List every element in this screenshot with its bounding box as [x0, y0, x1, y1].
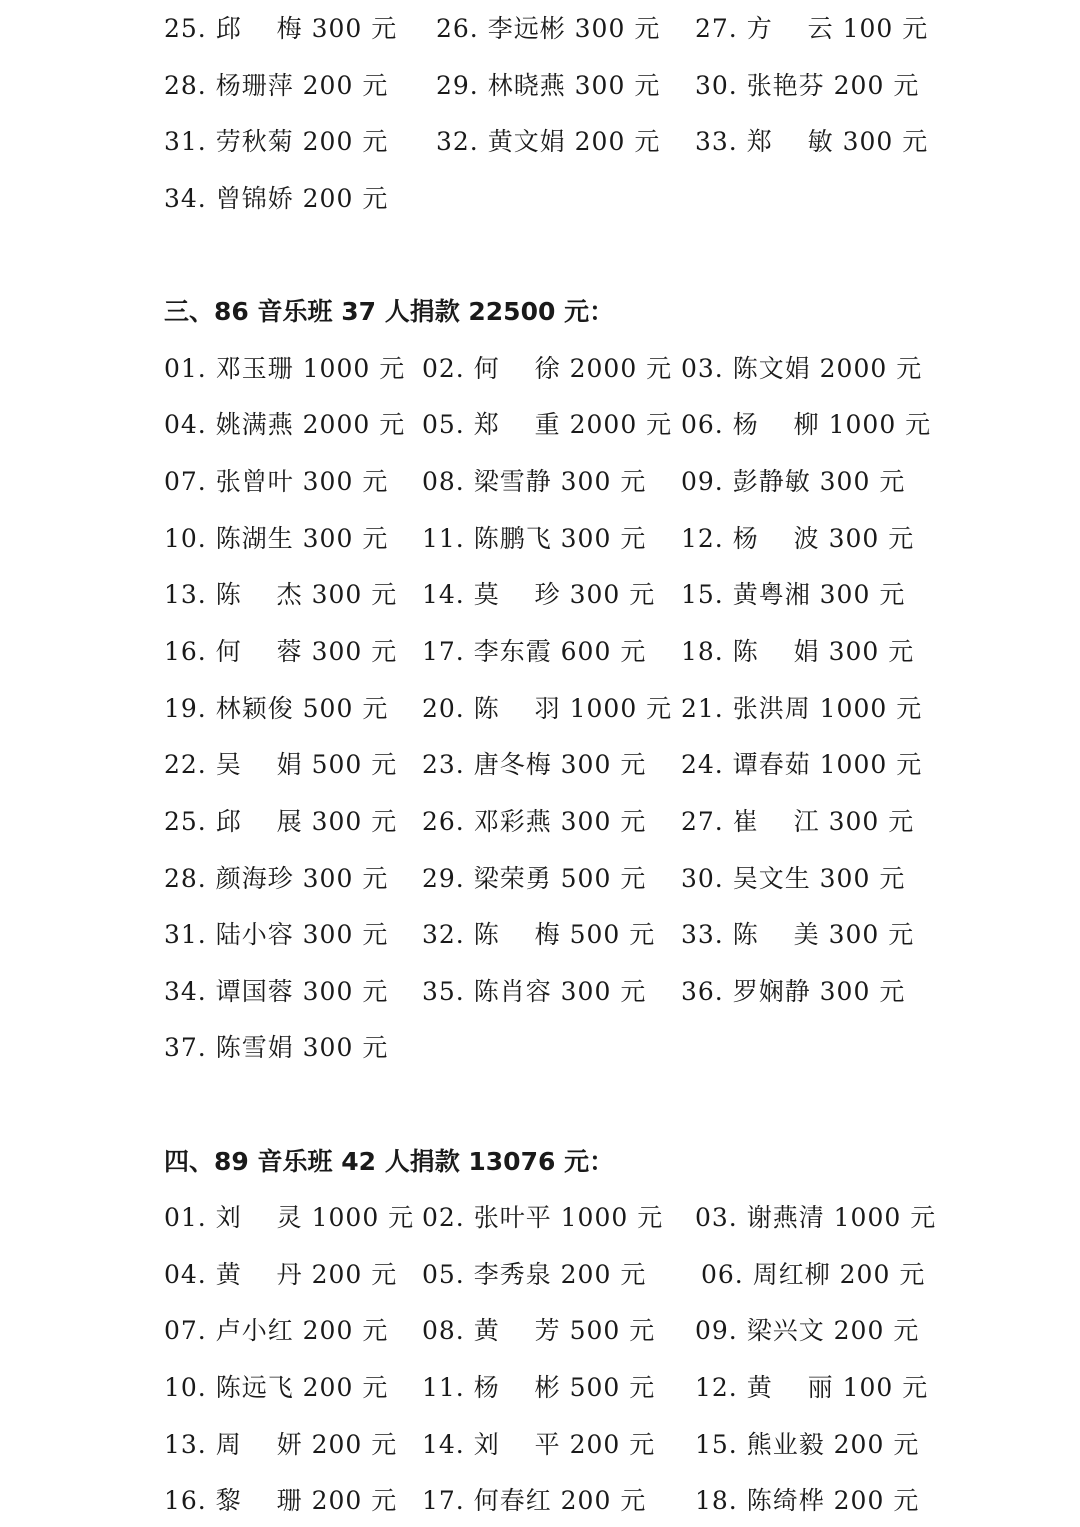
- donor-row: [0, 632, 1080, 672]
- donor-entry: 28. 颜海珍 300 元: [164, 864, 389, 893]
- donor-row: [0, 745, 1080, 785]
- donor-entry: 05. 郑 重 2000 元: [422, 410, 673, 439]
- donor-row: [0, 9, 1080, 49]
- donor-entry: 33. 陈 美 300 元: [681, 920, 915, 949]
- donor-entry: 37. 陈雪娟 300 元: [164, 1033, 389, 1062]
- donor-row: [0, 1481, 1080, 1521]
- donor-entry: 28. 杨珊萍 200 元: [164, 71, 389, 100]
- section-heading: 三、86 音乐班 37 人捐款 22500 元：: [164, 297, 615, 326]
- donor-entry: 10. 陈湖生 300 元: [164, 524, 389, 553]
- donor-entry: 07. 张曾叶 300 元: [164, 467, 389, 496]
- donor-entry: 17. 李东霞 600 元: [422, 637, 647, 666]
- donor-entry: 15. 熊业毅 200 元: [695, 1430, 920, 1459]
- donor-entry: 20. 陈 羽 1000 元: [422, 694, 673, 723]
- donor-entry: 13. 周 妍 200 元: [164, 1430, 398, 1459]
- donor-entry: 11. 杨 彬 500 元: [422, 1373, 656, 1402]
- donor-entry: 06. 周红柳 200 元: [701, 1260, 926, 1289]
- donor-entry: 32. 黄文娟 200 元: [436, 127, 661, 156]
- donor-entry: 03. 陈文娟 2000 元: [681, 354, 923, 383]
- donor-row: [0, 915, 1080, 955]
- donor-entry: 31. 劳秋菊 200 元: [164, 127, 389, 156]
- donor-row: [0, 405, 1080, 445]
- donor-entry: 12. 杨 波 300 元: [681, 524, 915, 553]
- donor-entry: 01. 邓玉珊 1000 元: [164, 354, 406, 383]
- donor-entry: 02. 张叶平 1000 元: [422, 1203, 664, 1232]
- donor-entry: 02. 何 徐 2000 元: [422, 354, 673, 383]
- donor-entry: 25. 邱 展 300 元: [164, 807, 398, 836]
- donor-entry: 26. 李远彬 300 元: [436, 14, 661, 43]
- donor-row: [0, 349, 1080, 389]
- donor-row: [0, 689, 1080, 729]
- donor-entry: 16. 黎 珊 200 元: [164, 1486, 398, 1515]
- donor-entry: 17. 何春红 200 元: [422, 1486, 647, 1515]
- donor-row: [0, 575, 1080, 615]
- donor-entry: 05. 李秀泉 200 元: [422, 1260, 647, 1289]
- donor-entry: 30. 吴文生 300 元: [681, 864, 906, 893]
- donor-entry: 12. 黄 丽 100 元: [695, 1373, 929, 1402]
- donor-entry: 19. 林颖俊 500 元: [164, 694, 389, 723]
- donor-entry: 16. 何 蓉 300 元: [164, 637, 398, 666]
- donor-row: [0, 122, 1080, 162]
- donor-row: [0, 1368, 1080, 1408]
- donor-entry: 31. 陆小容 300 元: [164, 920, 389, 949]
- donor-row: [0, 859, 1080, 899]
- donor-entry: 24. 谭春茹 1000 元: [681, 750, 923, 779]
- donor-row: [0, 66, 1080, 106]
- donor-entry: 34. 谭国蓉 300 元: [164, 977, 389, 1006]
- donor-entry: 25. 邱 梅 300 元: [164, 14, 398, 43]
- donor-entry: 29. 林晓燕 300 元: [436, 71, 661, 100]
- donor-entry: 09. 彭静敏 300 元: [681, 467, 906, 496]
- donor-entry: 34. 曾锦娇 200 元: [164, 184, 389, 213]
- donor-entry: 08. 黄 芳 500 元: [422, 1316, 656, 1345]
- donor-entry: 04. 姚满燕 2000 元: [164, 410, 406, 439]
- donor-entry: 26. 邓彩燕 300 元: [422, 807, 647, 836]
- donor-entry: 29. 梁荣勇 500 元: [422, 864, 647, 893]
- donor-row: [0, 972, 1080, 1012]
- donor-entry: 32. 陈 梅 500 元: [422, 920, 656, 949]
- donor-entry: 09. 梁兴文 200 元: [695, 1316, 920, 1345]
- donor-entry: 14. 莫 珍 300 元: [422, 580, 656, 609]
- donor-entry: 14. 刘 平 200 元: [422, 1430, 656, 1459]
- donor-entry: 23. 唐冬梅 300 元: [422, 750, 647, 779]
- donor-row: [0, 1255, 1080, 1295]
- donor-row: [0, 1311, 1080, 1351]
- donor-entry: 36. 罗娴静 300 元: [681, 977, 906, 1006]
- donor-entry: 04. 黄 丹 200 元: [164, 1260, 398, 1289]
- donor-entry: 33. 郑 敏 300 元: [695, 127, 929, 156]
- donor-row: [0, 462, 1080, 502]
- donor-entry: 18. 陈绮桦 200 元: [695, 1486, 920, 1515]
- donor-entry: 18. 陈 娟 300 元: [681, 637, 915, 666]
- donor-row: [0, 1198, 1080, 1238]
- donor-entry: 21. 张洪周 1000 元: [681, 694, 923, 723]
- donor-entry: 27. 崔 江 300 元: [681, 807, 915, 836]
- donor-row: [0, 179, 1080, 219]
- donor-entry: 30. 张艳芬 200 元: [695, 71, 920, 100]
- donor-entry: 01. 刘 灵 1000 元: [164, 1203, 415, 1232]
- donor-row: [0, 1425, 1080, 1465]
- donor-entry: 11. 陈鹏飞 300 元: [422, 524, 647, 553]
- donor-entry: 22. 吴 娟 500 元: [164, 750, 398, 779]
- donor-row: [0, 802, 1080, 842]
- donor-entry: 13. 陈 杰 300 元: [164, 580, 398, 609]
- donor-row: [0, 519, 1080, 559]
- donor-entry: 35. 陈肖容 300 元: [422, 977, 647, 1006]
- donor-entry: 07. 卢小红 200 元: [164, 1316, 389, 1345]
- donor-entry: 10. 陈远飞 200 元: [164, 1373, 389, 1402]
- donor-entry: 06. 杨 柳 1000 元: [681, 410, 932, 439]
- donor-entry: 03. 谢燕清 1000 元: [695, 1203, 937, 1232]
- donor-entry: 08. 梁雪静 300 元: [422, 467, 647, 496]
- donor-row: [0, 1028, 1080, 1068]
- section-heading: 四、89 音乐班 42 人捐款 13076 元：: [164, 1147, 615, 1176]
- donor-entry: 27. 方 云 100 元: [695, 14, 929, 43]
- donor-entry: 15. 黄粤湘 300 元: [681, 580, 906, 609]
